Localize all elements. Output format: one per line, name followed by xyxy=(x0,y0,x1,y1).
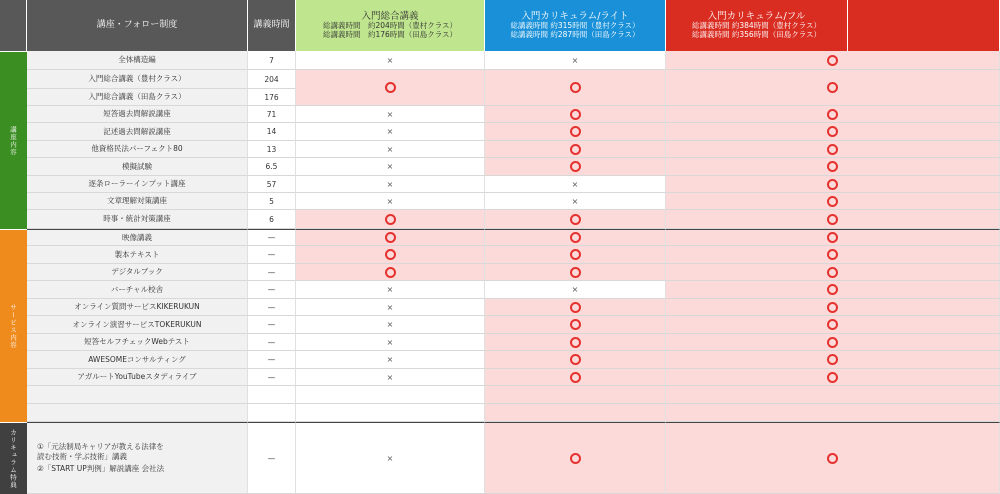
mark-cell xyxy=(485,123,666,141)
circle-icon xyxy=(827,267,838,278)
row-item-label: オンライン質問サービスKIKERUKUN xyxy=(27,299,248,316)
category-course-content xyxy=(0,51,27,229)
cross-mark: × xyxy=(386,453,394,463)
mark-cell xyxy=(485,229,666,246)
row-hours: 6.5 xyxy=(248,158,296,176)
circle-icon xyxy=(827,126,838,137)
mark-cell xyxy=(296,158,485,176)
circle-icon xyxy=(827,109,838,120)
mark-cell xyxy=(296,246,485,264)
plan-hours-toyomura: 総講義時間 約204時間（豊村クラス） xyxy=(322,21,458,31)
circle-icon xyxy=(827,372,838,383)
mark-cell xyxy=(666,123,1000,141)
circle-icon xyxy=(570,126,581,137)
row-item-label: 他資格民法パーフェクト80 xyxy=(27,141,248,158)
row-hours: — xyxy=(248,422,296,494)
mark-cell-blank xyxy=(485,386,666,404)
circle-icon xyxy=(570,232,581,243)
mark-cell xyxy=(296,141,485,158)
row-item-label: AWESOMEコンサルティング xyxy=(27,351,248,369)
mark-cell-blank xyxy=(666,386,1000,404)
cross-mark: × xyxy=(571,285,579,294)
plan-hours-tajima: 総講義時間 約356時間（田島クラス） xyxy=(692,29,821,39)
circle-icon xyxy=(570,109,581,120)
plan-hours-toyomura: 総講義時間 約384時間（豊村クラス） xyxy=(692,21,821,31)
mark-cell xyxy=(296,299,485,316)
mark-cell xyxy=(666,70,1000,106)
circle-icon xyxy=(570,453,581,464)
row-hours-blank xyxy=(248,386,296,404)
mark-cell xyxy=(485,193,666,210)
mark-cell xyxy=(666,176,1000,193)
header-corner xyxy=(0,0,27,51)
row-item-label: 短答セルフチェックWebテスト xyxy=(27,334,248,351)
cross-mark: × xyxy=(386,302,394,312)
plan-hours-tajima: 総講義時間 約176時間（田島クラス） xyxy=(322,29,458,39)
mark-cell xyxy=(485,210,666,229)
row-item-label: 全体構造編 xyxy=(27,51,248,70)
row-item-label: 模擬試験 xyxy=(27,158,248,176)
cross-mark: × xyxy=(386,320,394,329)
row-hours-blank xyxy=(248,404,296,422)
cross-mark: × xyxy=(386,355,394,364)
circle-icon xyxy=(570,354,581,365)
circle-icon xyxy=(827,161,838,172)
circle-icon xyxy=(827,337,838,348)
mark-cell xyxy=(485,264,666,281)
circle-icon xyxy=(827,196,838,207)
cross-mark: × xyxy=(386,372,394,382)
mark-cell xyxy=(485,281,666,299)
header-plan-full-ext xyxy=(848,0,1000,51)
cross-mark: × xyxy=(571,196,579,206)
row-hours: — xyxy=(248,316,296,334)
circle-icon xyxy=(385,267,396,278)
mark-cell xyxy=(296,106,485,123)
row-item-label: 文章理解対策講座 xyxy=(27,193,248,210)
circle-icon xyxy=(827,55,838,66)
mark-cell-blank xyxy=(296,404,485,422)
cross-mark: × xyxy=(386,55,394,65)
mark-cell xyxy=(485,334,666,351)
mark-cell xyxy=(485,51,666,70)
row-item-label: 入門総合講義（豊村クラス） xyxy=(27,70,248,89)
circle-icon xyxy=(570,214,581,225)
mark-cell xyxy=(296,351,485,369)
row-item-label: 時事・統計対策講座 xyxy=(27,210,248,229)
mark-cell xyxy=(666,264,1000,281)
mark-cell xyxy=(666,158,1000,176)
row-hours: 14 xyxy=(248,123,296,141)
row-hours: — xyxy=(248,229,296,246)
row-item-label: 逐条ローラーインプット講座 xyxy=(27,176,248,193)
circle-icon xyxy=(827,214,838,225)
mark-cell xyxy=(666,334,1000,351)
mark-cell xyxy=(485,369,666,386)
mark-cell xyxy=(296,316,485,334)
row-item-label: バーチャル校舎 xyxy=(27,281,248,299)
mark-cell xyxy=(666,369,1000,386)
mark-cell xyxy=(296,229,485,246)
mark-cell xyxy=(485,351,666,369)
mark-cell xyxy=(485,158,666,176)
row-hours: 7 xyxy=(248,51,296,70)
circle-icon xyxy=(827,354,838,365)
mark-cell xyxy=(296,123,485,141)
mark-cell xyxy=(296,176,485,193)
circle-icon xyxy=(570,161,581,172)
cross-mark: × xyxy=(386,285,394,294)
bonus-line-2: 読む技術・学ぶ技術」講義 xyxy=(37,451,127,461)
circle-icon xyxy=(570,267,581,278)
cross-mark: × xyxy=(386,196,394,206)
mark-cell xyxy=(485,246,666,264)
mark-cell xyxy=(296,51,485,70)
circle-icon xyxy=(570,82,581,93)
header-item-column xyxy=(27,0,248,51)
circle-icon xyxy=(827,179,838,190)
cross-mark: × xyxy=(386,162,394,171)
row-item-blank xyxy=(27,386,248,404)
cross-mark: × xyxy=(386,337,394,347)
category-service-content xyxy=(0,229,27,422)
circle-icon xyxy=(827,144,838,155)
row-item-label: 入門総合講義（田島クラス） xyxy=(27,89,248,106)
circle-icon xyxy=(827,232,838,243)
mark-cell xyxy=(296,264,485,281)
row-hours: 5 xyxy=(248,193,296,210)
cross-mark: × xyxy=(386,179,394,189)
row-hours: 71 xyxy=(248,106,296,123)
circle-icon xyxy=(570,302,581,313)
row-hours: 57 xyxy=(248,176,296,193)
mark-cell xyxy=(485,106,666,123)
mark-cell xyxy=(666,281,1000,299)
mark-cell xyxy=(666,106,1000,123)
row-hours: — xyxy=(248,299,296,316)
cross-mark: × xyxy=(386,127,394,136)
row-hours: — xyxy=(248,281,296,299)
row-item-label: 短答過去問解説講座 xyxy=(27,106,248,123)
mark-cell xyxy=(666,299,1000,316)
cross-mark: × xyxy=(386,109,394,119)
header-hours-label: 講義時間 xyxy=(253,19,290,30)
row-item-label: デジタルブック xyxy=(27,264,248,281)
row-item-blank xyxy=(27,404,248,422)
mark-cell xyxy=(296,210,485,229)
plan-title: 入門総合講義 xyxy=(361,11,419,23)
bonus-line-1: ①「元法制局キャリアが教える法律を xyxy=(37,441,164,451)
category-label: 講座内容 xyxy=(9,125,17,156)
row-hours: — xyxy=(248,334,296,351)
mark-cell xyxy=(666,422,1000,494)
circle-icon xyxy=(570,337,581,348)
plan-title: 入門カリキュラム/ライト xyxy=(521,11,629,23)
header-plan-sogo xyxy=(296,0,485,51)
mark-cell xyxy=(666,351,1000,369)
circle-icon xyxy=(385,232,396,243)
mark-cell xyxy=(485,141,666,158)
mark-cell xyxy=(296,369,485,386)
mark-cell xyxy=(485,299,666,316)
circle-icon xyxy=(570,144,581,155)
circle-icon xyxy=(827,319,838,330)
circle-icon xyxy=(570,372,581,383)
row-hours: 13 xyxy=(248,141,296,158)
mark-cell xyxy=(296,281,485,299)
circle-icon xyxy=(570,319,581,330)
mark-cell xyxy=(296,193,485,210)
circle-icon xyxy=(827,249,838,260)
mark-cell xyxy=(296,70,485,106)
row-item-label: オンライン演習サービスTOKERUKUN xyxy=(27,316,248,334)
mark-cell-blank xyxy=(296,386,485,404)
row-item-label: 製本テキスト xyxy=(27,246,248,264)
row-hours: — xyxy=(248,369,296,386)
row-hours: — xyxy=(248,264,296,281)
mark-cell xyxy=(485,316,666,334)
header-hours-column xyxy=(248,0,296,51)
mark-cell xyxy=(666,246,1000,264)
header-plan-full xyxy=(666,0,848,51)
circle-icon xyxy=(827,453,838,464)
circle-icon xyxy=(827,302,838,313)
row-item-label: 映像講義 xyxy=(27,229,248,246)
row-item-bonus xyxy=(27,422,248,494)
category-curriculum-bonus xyxy=(0,422,27,494)
mark-cell xyxy=(666,316,1000,334)
bonus-line-3: ②「START UP判例」解説講座 会社法 xyxy=(37,464,165,474)
mark-cell xyxy=(485,70,666,106)
mark-cell xyxy=(296,334,485,351)
header-item-label: 講座・フォロー制度 xyxy=(96,19,178,30)
cross-mark: × xyxy=(386,144,394,154)
row-hours: 6 xyxy=(248,210,296,229)
mark-cell xyxy=(666,210,1000,229)
circle-icon xyxy=(570,249,581,260)
circle-icon xyxy=(385,82,396,93)
mark-cell xyxy=(666,193,1000,210)
mark-cell xyxy=(666,141,1000,158)
circle-icon xyxy=(827,284,838,295)
mark-cell xyxy=(485,422,666,494)
row-item-label: 記述過去問解説講座 xyxy=(27,123,248,141)
circle-icon xyxy=(385,249,396,260)
circle-icon xyxy=(827,82,838,93)
mark-cell xyxy=(485,176,666,193)
cross-mark: × xyxy=(571,55,579,65)
category-label: サービス内容 xyxy=(9,303,17,349)
plan-hours-tajima: 総講義時間 約287時間（田島クラス） xyxy=(510,29,640,39)
row-hours: — xyxy=(248,246,296,264)
category-label: カリキュラム特典 xyxy=(9,428,17,489)
row-item-label: アガルートYouTubeスタディライブ xyxy=(27,369,248,386)
mark-cell xyxy=(296,422,485,494)
plan-title: 入門カリキュラム/フル xyxy=(707,11,806,23)
header-plan-light xyxy=(485,0,666,51)
mark-cell xyxy=(666,51,1000,70)
mark-cell xyxy=(666,229,1000,246)
plan-hours-toyomura: 総講義時間 約315時間（豊村クラス） xyxy=(510,21,640,31)
circle-icon xyxy=(385,214,396,225)
cross-mark: × xyxy=(571,179,579,189)
row-hours: 176 xyxy=(248,89,296,106)
mark-cell-blank xyxy=(485,404,666,422)
row-hours: 204 xyxy=(248,70,296,89)
mark-cell-blank xyxy=(666,404,1000,422)
row-hours: — xyxy=(248,351,296,369)
